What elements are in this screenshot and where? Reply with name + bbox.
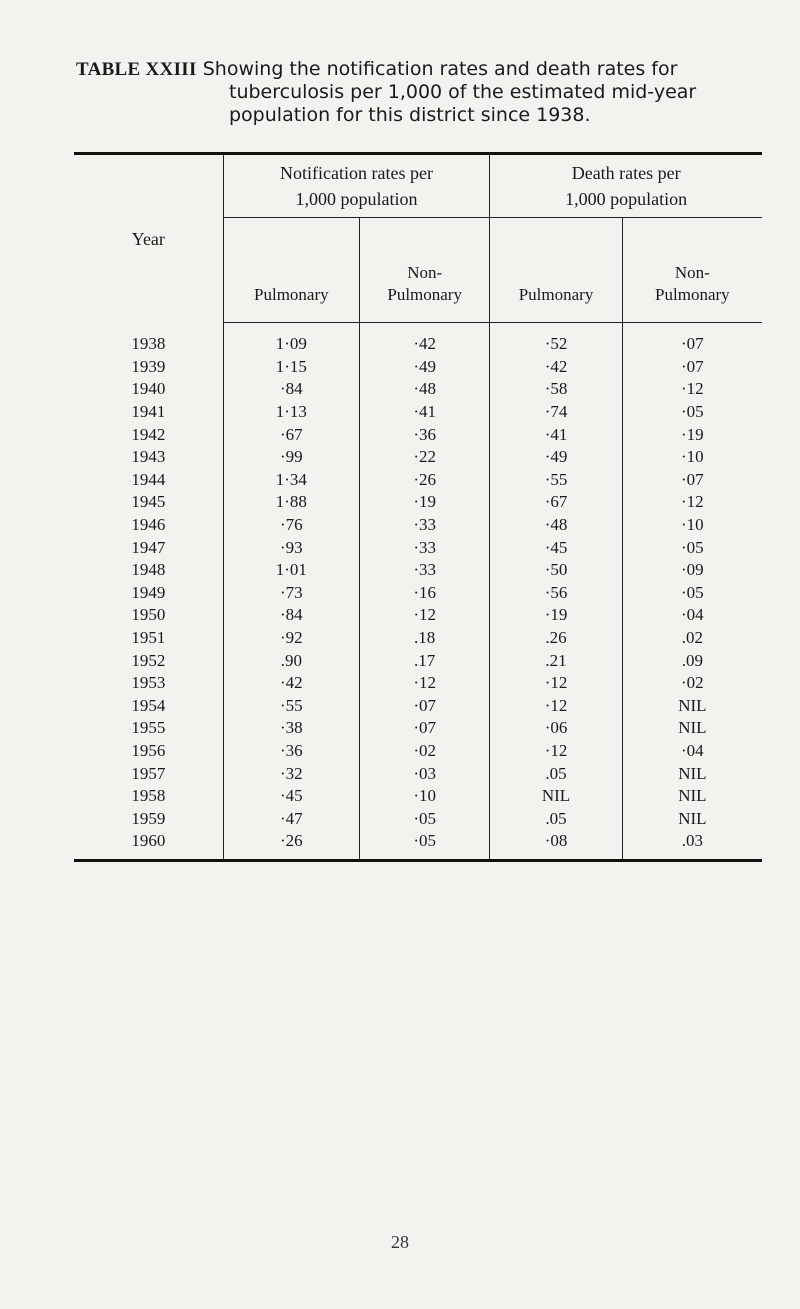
death-non-pulmonary-cell: ·05 [681, 582, 704, 602]
table-row [74, 536, 762, 559]
death-non-pulmonary-cell: ·04 [681, 740, 704, 760]
notification-pulmonary-cell: ·36 [223, 740, 359, 763]
death-header-line-2: 1,000 population [565, 189, 688, 209]
notification-non-pulmonary-cell: ·42 [359, 323, 489, 356]
death-pulmonary-cell: .05 [490, 807, 622, 830]
year-cell: 1938 [74, 323, 223, 356]
year-cell: 1948 [74, 559, 223, 582]
caption-text-1: Showing the notification rates and death rates for [202, 58, 678, 80]
table-row [74, 401, 762, 424]
table-body [74, 323, 762, 861]
table-row [74, 627, 762, 650]
death-pulmonary-cell: ·12 [490, 740, 622, 763]
table-row [74, 762, 762, 785]
notification-pulmonary-cell: 1·15 [223, 356, 359, 379]
death-pulmonary-cell: .26 [490, 627, 622, 650]
table-row [74, 491, 762, 514]
death-non-pulmonary-cell: ·10 [681, 447, 704, 467]
death-pulmonary-cell: ·19 [490, 604, 622, 627]
death-pulmonary-cell: ·58 [490, 378, 622, 401]
death-non-pulmonary-cell: ·07 [681, 334, 704, 354]
death-non-pulmonary-cell: ·19 [681, 424, 704, 444]
death-pulmonary-cell: ·45 [490, 536, 622, 559]
year-cell: 1947 [74, 536, 223, 559]
notification-pulmonary-cell: 1·09 [223, 323, 359, 356]
death-non-pulmonary-cell: ·02 [681, 673, 704, 693]
table-caption [76, 58, 766, 127]
notification-non-pulmonary-cell: ·12 [359, 672, 489, 695]
year-cell: 1941 [74, 401, 223, 424]
notification-non-pulmonary-cell: ·33 [359, 536, 489, 559]
notification-pulmonary-cell: 1·88 [223, 491, 359, 514]
notification-non-pulmonary-cell: ·02 [359, 740, 489, 763]
year-cell: 1952 [74, 649, 223, 672]
death-non-pulmonary-cell: NIL [678, 808, 707, 828]
notification-non-pulmonary-cell: ·16 [359, 582, 489, 605]
death-pulmonary-cell: ·49 [490, 446, 622, 469]
death-rates-header [490, 154, 762, 218]
death-header-line-1: Death rates per [571, 163, 681, 183]
caption-line-1 [76, 58, 766, 81]
notification-non-pulmonary-cell: ·26 [359, 469, 489, 492]
death-non-pulmonary-cell: ·10 [681, 515, 704, 535]
death-pulmonary-cell: ·48 [490, 514, 622, 537]
notification-pulmonary-cell: ·92 [223, 627, 359, 650]
table-row [74, 446, 762, 469]
notification-non-pulmonary-cell: ·19 [359, 491, 489, 514]
death-non-pulmonary-cell: NIL [678, 695, 707, 715]
notification-pulmonary-cell: 1·13 [223, 401, 359, 424]
death-pulmonary-cell: ·08 [490, 830, 622, 860]
notification-pulmonary-cell: 1·01 [223, 559, 359, 582]
notification-pulmonary-cell: ·84 [223, 604, 359, 627]
year-cell: 1956 [74, 740, 223, 763]
notification-pulmonary-cell: ·76 [223, 514, 359, 537]
notification-non-pulmonary-cell: ·33 [359, 559, 489, 582]
year-cell: 1939 [74, 356, 223, 379]
table-row [74, 649, 762, 672]
death-pulmonary-cell: .21 [490, 649, 622, 672]
notification-non-pulmonary-cell: ·10 [359, 785, 489, 808]
year-cell: 1957 [74, 762, 223, 785]
table-row [74, 582, 762, 605]
table-row [74, 695, 762, 718]
death-pulmonary-cell: ·52 [490, 323, 622, 356]
death-pulmonary-cell: ·42 [490, 356, 622, 379]
year-cell: 1950 [74, 604, 223, 627]
notification-non-pulmonary-cell: ·07 [359, 695, 489, 718]
year-header: Year [74, 154, 223, 323]
table-row [74, 717, 762, 740]
notification-header-line-2: 1,000 population [295, 189, 418, 209]
death-pulmonary-cell: ·06 [490, 717, 622, 740]
year-cell: 1944 [74, 469, 223, 492]
death-non-pulmonary-header [622, 218, 762, 323]
notification-non-pulmonary-cell: ·33 [359, 514, 489, 537]
death-pulmonary-cell: ·12 [490, 695, 622, 718]
table-row [74, 356, 762, 379]
notification-non-pulmonary-cell: ·22 [359, 446, 489, 469]
notification-header-line-1: Notification rates per [280, 163, 433, 183]
notification-non-pulmonary-cell: ·48 [359, 378, 489, 401]
table-row [74, 378, 762, 401]
notification-pulmonary-cell: ·73 [223, 582, 359, 605]
death-pulmonary-cell: ·41 [490, 423, 622, 446]
notification-non-pulmonary-cell: ·05 [359, 807, 489, 830]
notification-non-pulmonary-cell: ·07 [359, 717, 489, 740]
table-row [74, 423, 762, 446]
death-non-pulmonary-cell: NIL [678, 786, 707, 806]
notification-non-pulmonary-line-2: Pulmonary [387, 285, 462, 304]
death-pulmonary-cell: ·74 [490, 401, 622, 424]
death-non-pulmonary-cell: ·07 [681, 469, 704, 489]
notification-rates-header [223, 154, 490, 218]
death-non-pulmonary-cell: NIL [678, 763, 707, 783]
year-cell: 1946 [74, 514, 223, 537]
death-non-pulmonary-cell: ·05 [681, 402, 704, 422]
year-cell: 1960 [74, 830, 223, 860]
table-row [74, 830, 762, 860]
notification-non-pulmonary-cell: .17 [359, 649, 489, 672]
caption-label: TABLE XXIII [76, 59, 197, 80]
year-cell: 1953 [74, 672, 223, 695]
page-number: 28 [391, 1232, 409, 1252]
year-cell: 1959 [74, 807, 223, 830]
year-cell: 1958 [74, 785, 223, 808]
year-cell: 1943 [74, 446, 223, 469]
death-non-pulmonary-cell: ·07 [681, 356, 704, 376]
death-non-pulmonary-line-2: Pulmonary [655, 285, 730, 304]
death-non-pulmonary-cell: .02 [681, 628, 703, 648]
year-cell: 1954 [74, 695, 223, 718]
death-pulmonary-header: Pulmonary [490, 218, 622, 323]
death-pulmonary-cell: .05 [490, 762, 622, 785]
table-row [74, 514, 762, 537]
notification-non-pulmonary-cell: ·03 [359, 762, 489, 785]
notification-non-pulmonary-cell: .18 [359, 627, 489, 650]
table-row [74, 740, 762, 763]
notification-pulmonary-cell: ·26 [223, 830, 359, 860]
table-row [74, 323, 762, 356]
year-cell: 1940 [74, 378, 223, 401]
death-non-pulmonary-cell: ·05 [681, 537, 704, 557]
death-non-pulmonary-cell: ·09 [681, 560, 704, 580]
notification-non-pulmonary-header [359, 218, 489, 323]
notification-pulmonary-cell: 1·34 [223, 469, 359, 492]
death-pulmonary-cell: NIL [490, 785, 622, 808]
year-cell: 1951 [74, 627, 223, 650]
notification-pulmonary-cell: ·84 [223, 378, 359, 401]
notification-pulmonary-cell: ·42 [223, 672, 359, 695]
table-row [74, 604, 762, 627]
notification-pulmonary-cell: ·38 [223, 717, 359, 740]
notification-pulmonary-cell: ·45 [223, 785, 359, 808]
notification-pulmonary-cell: ·99 [223, 446, 359, 469]
year-cell: 1945 [74, 491, 223, 514]
death-non-pulmonary-cell: ·12 [681, 379, 704, 399]
year-cell: 1955 [74, 717, 223, 740]
death-non-pulmonary-cell: ·12 [681, 492, 704, 512]
notification-non-pulmonary-cell: ·41 [359, 401, 489, 424]
notification-pulmonary-cell: ·93 [223, 536, 359, 559]
notification-pulmonary-cell: ·32 [223, 762, 359, 785]
death-pulmonary-cell: ·55 [490, 469, 622, 492]
tuberculosis-rates-table [74, 152, 762, 862]
table-row [74, 469, 762, 492]
death-non-pulmonary-cell: NIL [678, 718, 707, 738]
caption-line-3: population for this district since 1938. [229, 104, 591, 126]
death-pulmonary-cell: ·12 [490, 672, 622, 695]
death-non-pulmonary-cell: .09 [681, 650, 703, 670]
caption-line-2: tuberculosis per 1,000 of the estimated mid-year [229, 81, 697, 103]
notification-non-pulmonary-cell: ·36 [359, 423, 489, 446]
notification-pulmonary-cell: .90 [223, 649, 359, 672]
notification-non-pulmonary-cell: ·05 [359, 830, 489, 860]
death-pulmonary-cell: ·50 [490, 559, 622, 582]
notification-pulmonary-cell: ·47 [223, 807, 359, 830]
table-row [74, 807, 762, 830]
death-non-pulmonary-line-1: Non- [674, 263, 710, 282]
notification-non-pulmonary-cell: ·49 [359, 356, 489, 379]
year-cell: 1949 [74, 582, 223, 605]
death-non-pulmonary-cell: ·04 [681, 605, 704, 625]
notification-pulmonary-header: Pulmonary [223, 218, 359, 323]
year-cell: 1942 [74, 423, 223, 446]
death-pulmonary-cell: ·56 [490, 582, 622, 605]
death-pulmonary-cell: ·67 [490, 491, 622, 514]
notification-pulmonary-cell: ·55 [223, 695, 359, 718]
death-non-pulmonary-cell: .03 [622, 830, 762, 860]
notification-non-pulmonary-cell: ·12 [359, 604, 489, 627]
table-row [74, 672, 762, 695]
notification-pulmonary-cell: ·67 [223, 423, 359, 446]
table-row [74, 785, 762, 808]
notification-non-pulmonary-line-1: Non- [407, 263, 443, 282]
table-row [74, 559, 762, 582]
